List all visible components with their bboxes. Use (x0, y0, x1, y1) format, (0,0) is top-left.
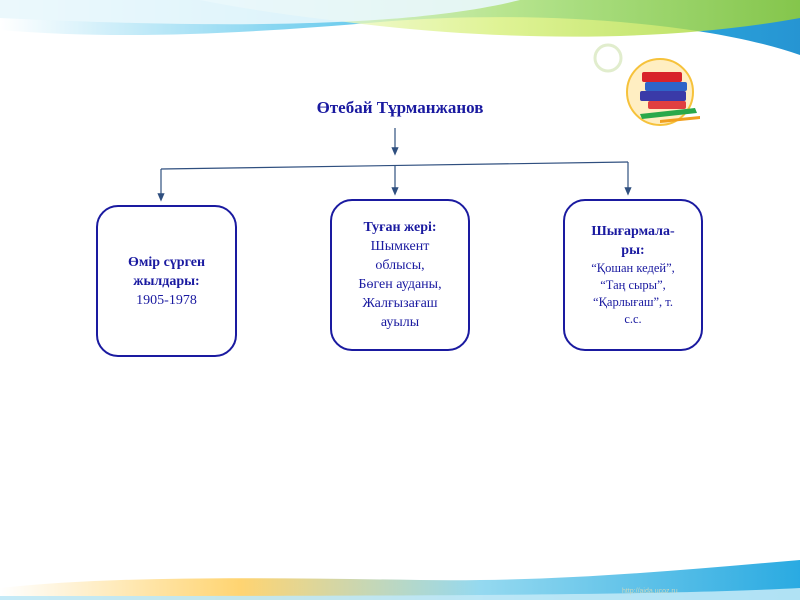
box-life-years-value: 1905-1978 (136, 292, 197, 308)
box-birthplace-line-1: Шымкент (370, 239, 430, 254)
box-birthplace-line-5: ауылы (380, 315, 420, 330)
box-works-heading-1: Шығармала- (591, 224, 675, 239)
box-birthplace-line-3: Бөген ауданы, (358, 277, 442, 292)
box-life-years-heading-2: жылдары: (133, 273, 200, 289)
footer-url: http://aida.ucoz.ru (622, 588, 678, 595)
box-birthplace-line-2: облысы, (375, 258, 425, 273)
box-works-line-4: с.с. (624, 312, 642, 326)
box-birthplace-heading: Туған жері: (363, 220, 437, 235)
box-works-line-2: “Таң сыры”, (600, 278, 666, 292)
box-works-line-3: “Қарлығаш”, т. (593, 295, 673, 309)
deco-circle (595, 45, 621, 71)
box-works-line-1: “Қошан кедей”, (591, 261, 675, 275)
box-birthplace (330, 199, 470, 351)
box-birthplace-line-4: Жалғызағаш (362, 296, 438, 311)
box-works-heading-2: ры: (621, 243, 645, 258)
box-works (563, 199, 703, 351)
box-life-years (96, 205, 237, 357)
box-life-years-heading-1: Өмір сүрген (127, 254, 206, 270)
slide-title: Өтебай Тұрманжанов (316, 98, 484, 117)
